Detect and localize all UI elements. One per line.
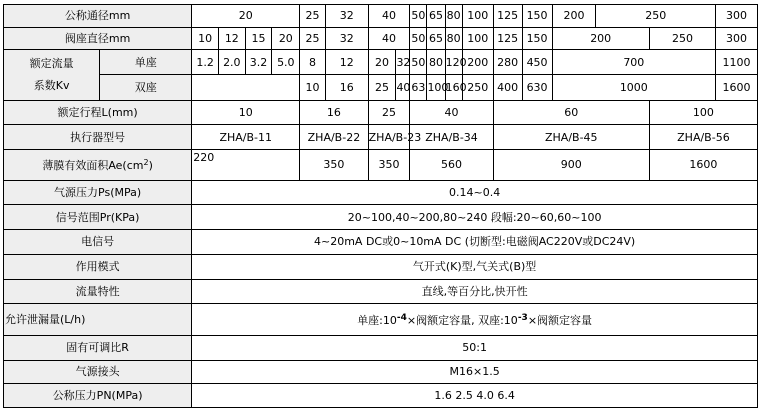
kv-single-value: 20: [368, 50, 396, 75]
row-rated-stroke: [4, 100, 758, 125]
kv-double-empty: [192, 75, 300, 100]
row-electric-signal: [4, 230, 758, 255]
kv-single-value: 2.0: [218, 50, 245, 75]
actuator-value: ZHA/B-34: [410, 125, 493, 150]
seat-value: 200: [552, 27, 649, 50]
row-signal-range: [4, 205, 758, 230]
row-air-connector: [4, 360, 758, 384]
kv-double-value: 16: [325, 75, 368, 100]
kv-single-value: 700: [552, 50, 716, 75]
kv-double-value: 160: [445, 75, 462, 100]
seat-value: 15: [245, 27, 272, 50]
area-value: 350: [368, 150, 410, 180]
rangeability-label: 固有可调比R: [4, 335, 192, 360]
seat-value: 300: [716, 27, 758, 50]
signal-range-label: 信号范围Pr(KPa): [4, 205, 192, 230]
stroke-value: 16: [300, 100, 368, 125]
dn-value: 80: [445, 5, 462, 28]
seat-value: 150: [522, 27, 552, 50]
kv-double-value: 630: [522, 75, 552, 100]
row-nominal-diameter: [4, 5, 758, 28]
leakage-single-text: 单座:10: [357, 313, 397, 327]
kv-single-value: 450: [522, 50, 552, 75]
nominal-pressure-label: 公称压力PN(MPa): [4, 384, 192, 408]
kv-single-value: 200: [462, 50, 493, 75]
kv-single-value: 50: [410, 50, 427, 75]
kv-double-value: 400: [493, 75, 522, 100]
dn-value: 40: [368, 5, 410, 28]
air-pressure-label: 气源压力Ps(MPa): [4, 180, 192, 205]
leakage-double-text: ×阀额定容量, 双座:10: [406, 313, 518, 327]
seat-value: 10: [192, 27, 219, 50]
action-mode-label: 作用模式: [4, 254, 192, 279]
stroke-value: 40: [410, 100, 493, 125]
leakage-label: 允许泄漏量(L/h): [4, 304, 192, 336]
stroke-value: 25: [368, 100, 410, 125]
seat-value: 80: [445, 27, 462, 50]
area-label-text: 薄膜有效面积Ae(cm: [42, 158, 144, 172]
kv-double-value: 1600: [716, 75, 758, 100]
dn-value: 25: [300, 5, 326, 28]
stroke-value: 60: [493, 100, 649, 125]
kv-single-value: 1.2: [192, 50, 219, 75]
rated-stroke-label: 额定行程L(mm): [4, 100, 192, 125]
row-action-mode: [4, 254, 758, 279]
dn-value: 150: [522, 5, 552, 28]
seat-value: 65: [427, 27, 445, 50]
dn-value: 125: [493, 5, 522, 28]
row-seat-diameter: [4, 27, 758, 50]
electric-signal-value: 4~20mA DC或0~10mA DC (切断型:电磁阀AC220V或DC24V): [192, 230, 758, 255]
dn-value: 65: [427, 5, 445, 28]
dn-value: 32: [325, 5, 368, 28]
area-value: 350: [300, 150, 368, 180]
actuator-value: ZHA/B-23: [368, 125, 410, 150]
row-kv-single: [4, 50, 758, 75]
kv-double-value: 25: [368, 75, 396, 100]
kv-double-value: 10: [300, 75, 326, 100]
seat-diameter-label: 阀座直径mm: [4, 27, 192, 50]
row-actuator-model: [4, 125, 758, 150]
signal-range-value: 20~100,40~200,80~240 段幅:20~60,60~100: [192, 205, 758, 230]
kv-label-line2: 系数Kv: [33, 78, 70, 92]
area-value: 900: [493, 150, 649, 180]
stroke-value: 10: [192, 100, 300, 125]
row-diaphragm-area: [4, 150, 758, 180]
flow-characteristic-label: 流量特性: [4, 279, 192, 304]
seat-value: 50: [410, 27, 427, 50]
dn-value: 200: [552, 5, 596, 28]
actuator-value: ZHA/B-11: [192, 125, 300, 150]
dn-value: 50: [410, 5, 427, 28]
air-connector-label: 气源接头: [4, 360, 192, 384]
dn-value: 250: [596, 5, 716, 28]
kv-double-value: 1000: [552, 75, 716, 100]
leakage-tail-text: ×阀额定容量: [527, 313, 593, 327]
seat-value: 25: [300, 27, 326, 50]
kv-single-value: 3.2: [245, 50, 272, 75]
electric-signal-label: 电信号: [4, 230, 192, 255]
rangeability-value: 50:1: [192, 335, 758, 360]
seat-value: 32: [325, 27, 368, 50]
seat-value: 125: [493, 27, 522, 50]
row-leakage: [4, 304, 758, 336]
kv-single-value: 280: [493, 50, 522, 75]
stroke-value: 100: [649, 100, 757, 125]
air-connector-value: M16×1.5: [192, 360, 758, 384]
row-air-pressure: [4, 180, 758, 205]
seat-value: 20: [272, 27, 300, 50]
actuator-value: ZHA/B-45: [493, 125, 649, 150]
kv-double-value: 100: [427, 75, 445, 100]
area-label-exponent: 2: [143, 157, 149, 167]
area-label-close: ): [148, 158, 153, 172]
kv-single-label: 单座: [100, 50, 192, 75]
row-rangeability: [4, 335, 758, 360]
actuator-value: ZHA/B-22: [300, 125, 368, 150]
action-mode-value: 气开式(K)型,气关式(B)型: [192, 254, 758, 279]
valve-spec-table: [3, 4, 758, 408]
leakage-double-exponent: -3: [517, 312, 528, 323]
kv-single-value: 120: [445, 50, 462, 75]
kv-double-value: 250: [462, 75, 493, 100]
kv-single-value: 8: [300, 50, 326, 75]
flow-characteristic-value: 直线,等百分比,快开性: [192, 279, 758, 304]
air-pressure-value: 0.14~0.4: [192, 180, 758, 205]
row-kv-double: [4, 75, 758, 100]
seat-value: 40: [368, 27, 410, 50]
actuator-value: ZHA/B-56: [649, 125, 757, 150]
leakage-value: [192, 304, 758, 336]
seat-value: 100: [462, 27, 493, 50]
dn-value: 100: [462, 5, 493, 28]
area-value: 220: [192, 150, 300, 180]
row-nominal-pressure: [4, 384, 758, 408]
seat-value: 250: [649, 27, 715, 50]
leakage-single-exponent: -4: [396, 312, 407, 323]
dn-value: 300: [716, 5, 758, 28]
area-value: 560: [410, 150, 493, 180]
diaphragm-area-label: [4, 150, 192, 180]
kv-double-value: 40: [396, 75, 410, 100]
kv-single-value: 1100: [716, 50, 758, 75]
kv-label-line1: 额定流量: [29, 56, 74, 70]
kv-double-value: 63: [410, 75, 427, 100]
area-value: 1600: [649, 150, 757, 180]
kv-double-label: 双座: [100, 75, 192, 100]
kv-single-value: 12: [325, 50, 368, 75]
kv-label: [4, 50, 100, 101]
seat-value: 12: [218, 27, 245, 50]
row-flow-characteristic: [4, 279, 758, 304]
kv-single-value: 80: [427, 50, 445, 75]
kv-single-value: 32: [396, 50, 410, 75]
dn-value: 20: [192, 5, 300, 28]
nominal-diameter-label: 公称通径mm: [4, 5, 192, 28]
nominal-pressure-value: 1.6 2.5 4.0 6.4: [192, 384, 758, 408]
kv-single-value: 5.0: [272, 50, 300, 75]
actuator-model-label: 执行器型号: [4, 125, 192, 150]
